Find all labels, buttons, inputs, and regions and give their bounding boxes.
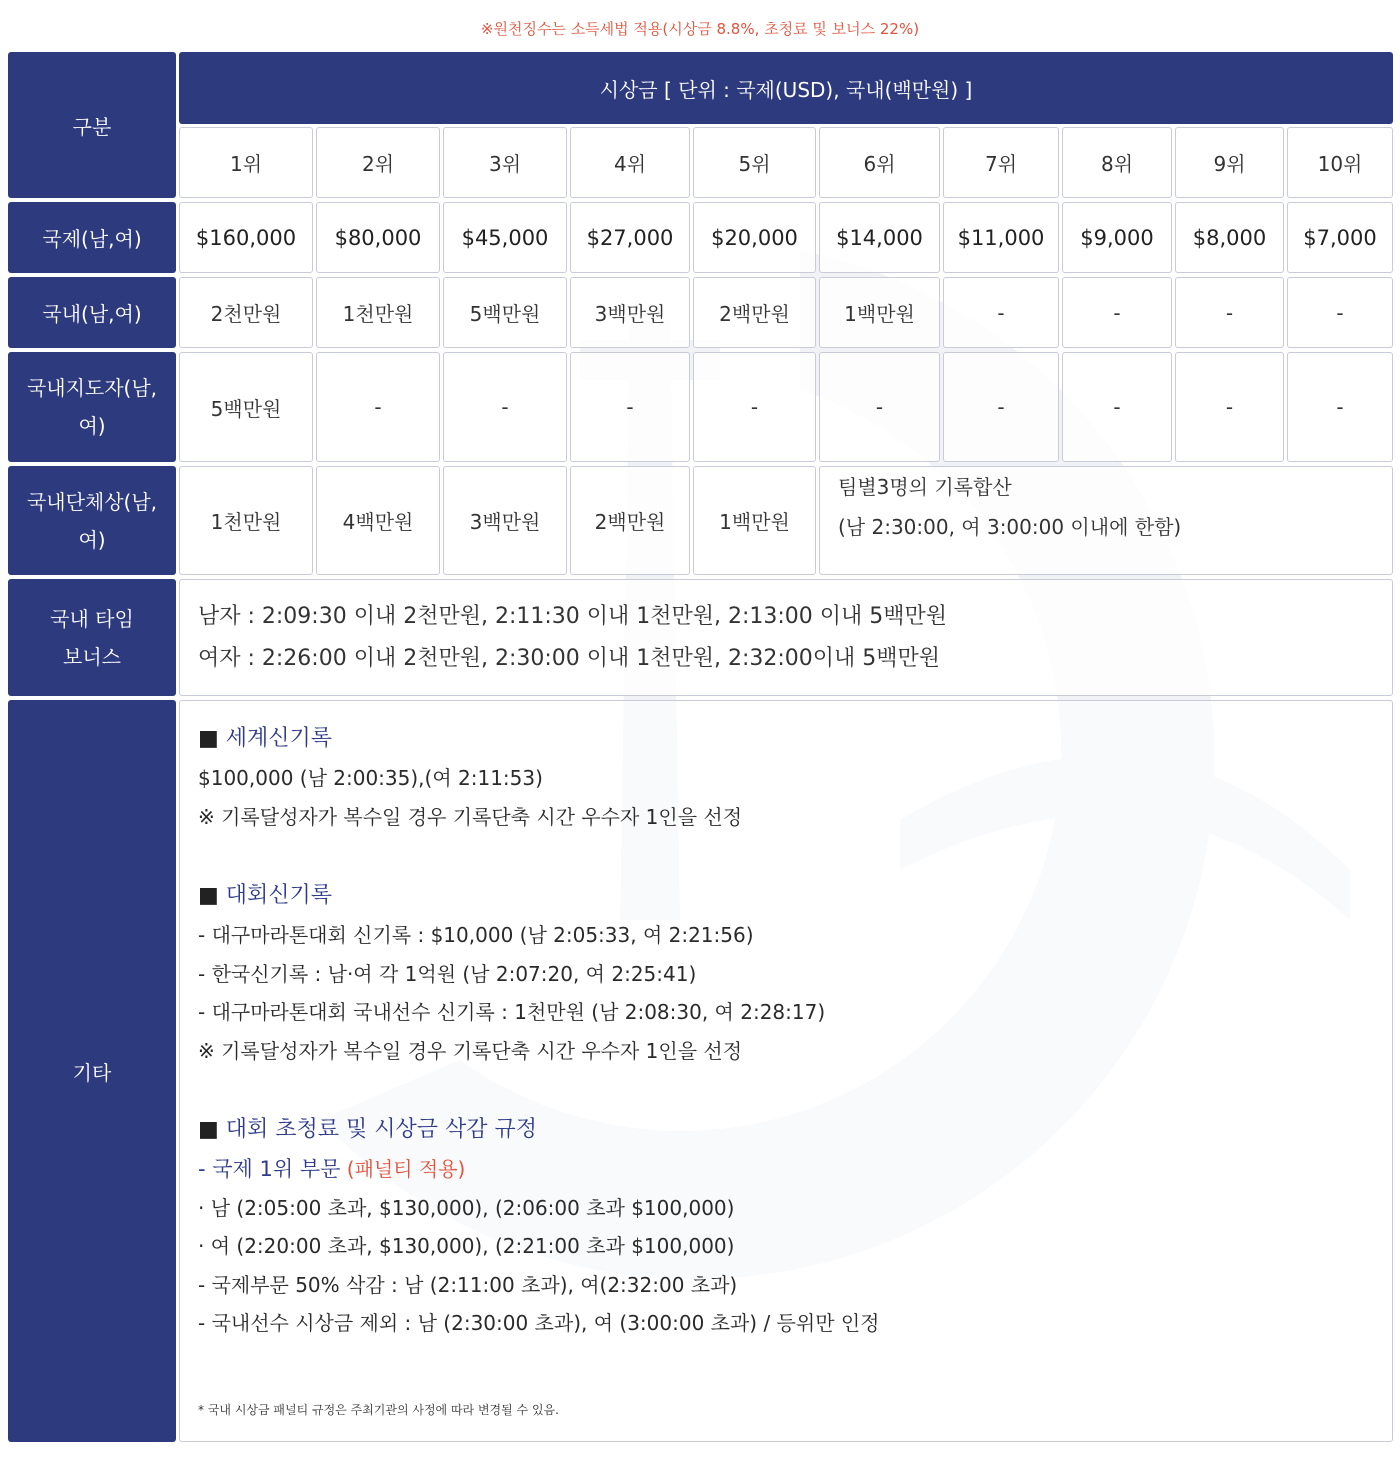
international-label: 국제(남,여) xyxy=(8,202,176,273)
team-prize: 3백만원 xyxy=(443,466,567,575)
rank-header: 1위 xyxy=(179,127,313,198)
domestic-prize: 3백만원 xyxy=(570,277,690,348)
coach-prize: - xyxy=(443,352,567,462)
team-prize: 1백만원 xyxy=(693,466,816,575)
domestic-prize: 1천만원 xyxy=(316,277,440,348)
penalty-line: - 국제부문 50% 삭감 : 남 (2:11:00 초과), 여(2:32:00 초과) xyxy=(198,1272,738,1297)
penalty-line: · 남 (2:05:00 초과, $130,000), (2:06:00 초과 $100,000) xyxy=(198,1195,735,1220)
rank-header: 10위 xyxy=(1287,127,1393,198)
time-bonus-detail xyxy=(179,579,1393,696)
international-prize: $9,000 xyxy=(1062,202,1172,273)
coach-prize: - xyxy=(570,352,690,462)
course-record-note: ※ 기록달성자가 복수일 경우 기록단축 시간 우수자 1인을 선정 xyxy=(198,1038,743,1063)
world-record-note: ※ 기록달성자가 복수일 경우 기록단축 시간 우수자 1인을 선정 xyxy=(198,804,743,829)
coach-prize: - xyxy=(943,352,1059,462)
rank-header: 2위 xyxy=(316,127,440,198)
time-bonus-label-line: 국내 타임 xyxy=(50,606,134,631)
course-record-line: - 대구마라톤대회 국내선수 신기록 : 1천만원 (남 2:08:30, 여 2:28:17) xyxy=(198,1000,826,1024)
team-label-line: 여) xyxy=(78,527,106,552)
world-record-title: 세계신기록 xyxy=(225,726,333,751)
square-bullet-icon: ■ xyxy=(198,883,219,908)
coach-prize: 5백만원 xyxy=(179,352,313,462)
domestic-prize: 5백만원 xyxy=(443,277,567,348)
rank-header: 6위 xyxy=(819,127,940,198)
domestic-prize: 1백만원 xyxy=(819,277,940,348)
penalty-title: 대회 초청료 및 시상금 삭감 규정 xyxy=(225,1117,538,1142)
rank-header: 7위 xyxy=(943,127,1059,198)
penalty-subheading xyxy=(198,1150,1374,1189)
time-bonus-women: 여자 : 2:26:00 이내 2천만원, 2:30:00 이내 1천만원, 2:32:00이내 5백만원 xyxy=(198,645,941,671)
team-prize: 4백만원 xyxy=(316,466,440,575)
team-note-line: 팀별3명의 기록합산 xyxy=(838,475,1012,499)
team-note xyxy=(819,466,1393,575)
penalty-footnote: * 국내 시상금 패널티 규정은 주최기관의 사정에 따라 변경될 수 있음. xyxy=(198,1403,559,1417)
domestic-prize: 2백만원 xyxy=(693,277,816,348)
international-prize: $8,000 xyxy=(1175,202,1284,273)
coach-label-line: 여) xyxy=(78,414,106,438)
rank-header: 5위 xyxy=(693,127,816,198)
coach-prize: - xyxy=(1287,352,1393,462)
international-prize: $160,000 xyxy=(179,202,313,273)
team-prize: 2백만원 xyxy=(570,466,690,575)
team-note-line: (남 2:30:00, 여 3:00:00 이내에 한함) xyxy=(838,515,1182,539)
penalty-sub-red: (패널티 적용) xyxy=(346,1157,466,1181)
course-record-heading xyxy=(198,876,1374,916)
coach-label xyxy=(8,352,176,462)
prize-title-header: 시상금 [ 단위 : 국제(USD), 국내(백만원) ] xyxy=(179,52,1393,124)
time-bonus-label-line: 보너스 xyxy=(63,644,121,669)
domestic-prize: - xyxy=(1175,277,1284,348)
coach-prize: - xyxy=(819,352,940,462)
rank-header: 8위 xyxy=(1062,127,1172,198)
course-record-line: - 한국신기록 : 남·여 각 1억원 (남 2:07:20, 여 2:25:41) xyxy=(198,961,697,986)
time-bonus-label xyxy=(8,579,176,696)
coach-prize: - xyxy=(316,352,440,462)
etc-label: 기타 xyxy=(8,700,176,1442)
domestic-prize: 2천만원 xyxy=(179,277,313,348)
tax-note: ※원천징수는 소득세법 적용(시상금 8.8%, 초청료 및 보너스 22%) xyxy=(480,20,920,38)
international-prize: $20,000 xyxy=(693,202,816,273)
domestic-prize: - xyxy=(943,277,1059,348)
domestic-prize: - xyxy=(1062,277,1172,348)
penalty-sub: - 국제 1위 부문 xyxy=(198,1157,341,1181)
rank-header: 3위 xyxy=(443,127,567,198)
square-bullet-icon: ■ xyxy=(198,726,219,751)
team-label-line: 국내단체상(남, xyxy=(26,489,158,514)
international-prize: $80,000 xyxy=(316,202,440,273)
course-record-title: 대회신기록 xyxy=(225,883,333,908)
world-record-prize: $100,000 (남 2:00:35),(여 2:11:53) xyxy=(198,766,543,790)
time-bonus-men: 남자 : 2:09:30 이내 2천만원, 2:11:30 이내 1천만원, 2:13:00 이내 5백만원 xyxy=(198,603,948,629)
coach-label-line: 국내지도자(남, xyxy=(26,376,158,400)
rank-header: 9위 xyxy=(1175,127,1284,198)
international-prize: $11,000 xyxy=(943,202,1059,273)
international-prize: $45,000 xyxy=(443,202,567,273)
course-record-line: - 대구마라톤대회 신기록 : $10,000 (남 2:05:33, 여 2:21:56) xyxy=(198,923,754,947)
coach-prize: - xyxy=(1062,352,1172,462)
international-prize: $27,000 xyxy=(570,202,690,273)
square-bullet-icon: ■ xyxy=(198,1117,219,1142)
rank-header: 4위 xyxy=(570,127,690,198)
international-prize: $7,000 xyxy=(1287,202,1393,273)
domestic-prize: - xyxy=(1287,277,1393,348)
category-header: 구분 xyxy=(8,52,176,198)
coach-prize: - xyxy=(693,352,816,462)
etc-detail xyxy=(179,700,1393,1442)
penalty-line: · 여 (2:20:00 초과, $130,000), (2:21:00 초과 $100,000) xyxy=(198,1234,735,1258)
team-prize: 1천만원 xyxy=(179,466,313,575)
team-label xyxy=(8,466,176,575)
domestic-label: 국내(남,여) xyxy=(8,277,176,348)
world-record-heading xyxy=(198,719,1374,759)
international-prize: $14,000 xyxy=(819,202,940,273)
penalty-heading xyxy=(198,1110,1374,1150)
coach-prize: - xyxy=(1175,352,1284,462)
penalty-line: - 국내선수 시상금 제외 : 남 (2:30:00 초과), 여 (3:00:00 초과) / 등위만 인정 xyxy=(198,1311,880,1335)
